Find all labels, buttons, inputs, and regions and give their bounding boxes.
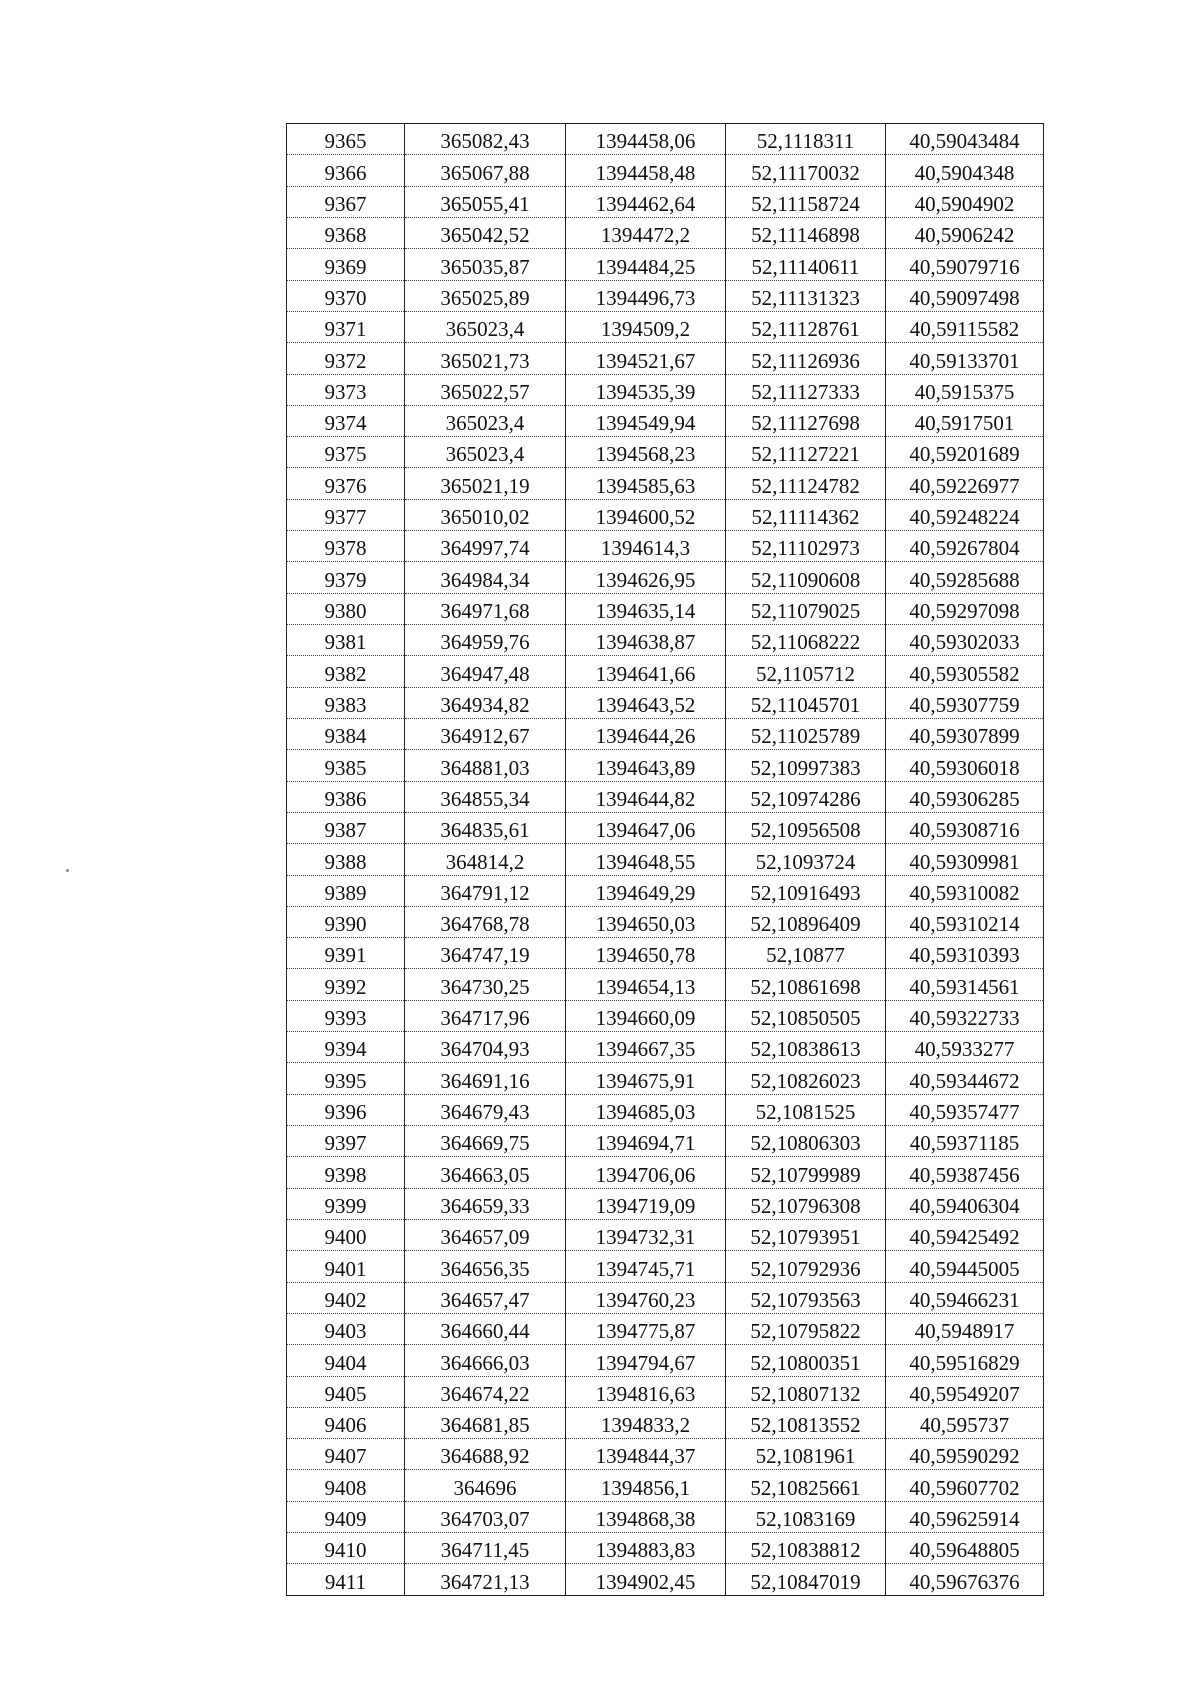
y-coordinate-cell: 1394509,2 <box>566 311 726 342</box>
x-coordinate-cell: 365010,02 <box>405 499 566 530</box>
longitude-cell: 40,59043484 <box>886 124 1044 155</box>
longitude-cell: 40,59549207 <box>886 1376 1044 1407</box>
x-coordinate-cell: 364947,48 <box>405 656 566 687</box>
point-number-cell: 9367 <box>287 186 405 217</box>
latitude-cell: 52,10916493 <box>726 875 886 906</box>
x-coordinate-cell: 364768,78 <box>405 906 566 937</box>
point-number-cell: 9408 <box>287 1470 405 1501</box>
point-number-cell: 9387 <box>287 812 405 843</box>
latitude-cell: 52,11090608 <box>726 562 886 593</box>
x-coordinate-cell: 364717,96 <box>405 1000 566 1031</box>
longitude-cell: 40,59267804 <box>886 531 1044 562</box>
latitude-cell: 52,1081525 <box>726 1094 886 1125</box>
latitude-cell: 52,10796308 <box>726 1188 886 1219</box>
y-coordinate-cell: 1394472,2 <box>566 217 726 248</box>
longitude-cell: 40,59516829 <box>886 1345 1044 1376</box>
point-number-cell: 9365 <box>287 124 405 155</box>
y-coordinate-cell: 1394614,3 <box>566 531 726 562</box>
y-coordinate-cell: 1394667,35 <box>566 1032 726 1063</box>
y-coordinate-cell: 1394641,66 <box>566 656 726 687</box>
point-number-cell: 9377 <box>287 499 405 530</box>
latitude-cell: 52,10806303 <box>726 1126 886 1157</box>
y-coordinate-cell: 1394635,14 <box>566 593 726 624</box>
point-number-cell: 9405 <box>287 1376 405 1407</box>
latitude-cell: 52,1093724 <box>726 844 886 875</box>
y-coordinate-cell: 1394883,83 <box>566 1533 726 1564</box>
x-coordinate-cell: 364912,67 <box>405 718 566 749</box>
point-number-cell: 9369 <box>287 249 405 280</box>
longitude-cell: 40,59310214 <box>886 906 1044 937</box>
x-coordinate-cell: 365021,73 <box>405 343 566 374</box>
x-coordinate-cell: 365021,19 <box>405 468 566 499</box>
x-coordinate-cell: 364691,16 <box>405 1063 566 1094</box>
table-row <box>287 1376 1044 1407</box>
x-coordinate-cell: 365023,4 <box>405 405 566 436</box>
x-coordinate-cell: 364669,75 <box>405 1126 566 1157</box>
x-coordinate-cell: 365023,4 <box>405 437 566 468</box>
longitude-cell: 40,59387456 <box>886 1157 1044 1188</box>
y-coordinate-cell: 1394643,89 <box>566 750 726 781</box>
point-number-cell: 9388 <box>287 844 405 875</box>
table-row <box>287 562 1044 593</box>
point-number-cell: 9379 <box>287 562 405 593</box>
table-row <box>287 1407 1044 1438</box>
y-coordinate-cell: 1394585,63 <box>566 468 726 499</box>
y-coordinate-cell: 1394458,06 <box>566 124 726 155</box>
y-coordinate-cell: 1394458,48 <box>566 155 726 186</box>
table-row <box>287 938 1044 969</box>
x-coordinate-cell: 365067,88 <box>405 155 566 186</box>
longitude-cell: 40,5933277 <box>886 1032 1044 1063</box>
y-coordinate-cell: 1394694,71 <box>566 1126 726 1157</box>
y-coordinate-cell: 1394521,67 <box>566 343 726 374</box>
longitude-cell: 40,59308716 <box>886 812 1044 843</box>
table-row <box>287 1345 1044 1376</box>
longitude-cell: 40,59314561 <box>886 969 1044 1000</box>
latitude-cell: 52,11158724 <box>726 186 886 217</box>
x-coordinate-cell: 364721,13 <box>405 1564 566 1595</box>
longitude-cell: 40,59322733 <box>886 1000 1044 1031</box>
x-coordinate-cell: 364663,05 <box>405 1157 566 1188</box>
latitude-cell: 52,10792936 <box>726 1251 886 1282</box>
y-coordinate-cell: 1394644,26 <box>566 718 726 749</box>
y-coordinate-cell: 1394732,31 <box>566 1219 726 1250</box>
table-row <box>287 656 1044 687</box>
x-coordinate-cell: 364666,03 <box>405 1345 566 1376</box>
x-coordinate-cell: 364657,09 <box>405 1219 566 1250</box>
latitude-cell: 52,11127333 <box>726 374 886 405</box>
point-number-cell: 9390 <box>287 906 405 937</box>
y-coordinate-cell: 1394649,29 <box>566 875 726 906</box>
table-row <box>287 1282 1044 1313</box>
longitude-cell: 40,59248224 <box>886 499 1044 530</box>
table-row <box>287 531 1044 562</box>
y-coordinate-cell: 1394816,63 <box>566 1376 726 1407</box>
table-row <box>287 1533 1044 1564</box>
longitude-cell: 40,59357477 <box>886 1094 1044 1125</box>
x-coordinate-cell: 364674,22 <box>405 1376 566 1407</box>
x-coordinate-cell: 364855,34 <box>405 781 566 812</box>
x-coordinate-cell: 364997,74 <box>405 531 566 562</box>
y-coordinate-cell: 1394650,78 <box>566 938 726 969</box>
point-number-cell: 9392 <box>287 969 405 1000</box>
table-row <box>287 1439 1044 1470</box>
table-row <box>287 1188 1044 1219</box>
longitude-cell: 40,59466231 <box>886 1282 1044 1313</box>
point-number-cell: 9407 <box>287 1439 405 1470</box>
table-row <box>287 1094 1044 1125</box>
table-row <box>287 1157 1044 1188</box>
latitude-cell: 52,1105712 <box>726 656 886 687</box>
latitude-cell: 52,11140611 <box>726 249 886 280</box>
longitude-cell: 40,59607702 <box>886 1470 1044 1501</box>
table-row <box>287 593 1044 624</box>
point-number-cell: 9366 <box>287 155 405 186</box>
table-row <box>287 155 1044 186</box>
point-number-cell: 9368 <box>287 217 405 248</box>
latitude-cell: 52,10974286 <box>726 781 886 812</box>
table-row <box>287 1126 1044 1157</box>
y-coordinate-cell: 1394496,73 <box>566 280 726 311</box>
table-row <box>287 343 1044 374</box>
y-coordinate-cell: 1394600,52 <box>566 499 726 530</box>
y-coordinate-cell: 1394462,64 <box>566 186 726 217</box>
table-row <box>287 1251 1044 1282</box>
point-number-cell: 9393 <box>287 1000 405 1031</box>
table-row <box>287 1032 1044 1063</box>
x-coordinate-cell: 365055,41 <box>405 186 566 217</box>
table-row <box>287 186 1044 217</box>
y-coordinate-cell: 1394760,23 <box>566 1282 726 1313</box>
point-number-cell: 9389 <box>287 875 405 906</box>
x-coordinate-cell: 364971,68 <box>405 593 566 624</box>
table-row <box>287 969 1044 1000</box>
latitude-cell: 52,10896409 <box>726 906 886 937</box>
latitude-cell: 52,1083169 <box>726 1501 886 1532</box>
y-coordinate-cell: 1394549,94 <box>566 405 726 436</box>
table-row <box>287 499 1044 530</box>
longitude-cell: 40,59590292 <box>886 1439 1044 1470</box>
longitude-cell: 40,59344672 <box>886 1063 1044 1094</box>
x-coordinate-cell: 364704,93 <box>405 1032 566 1063</box>
y-coordinate-cell: 1394654,13 <box>566 969 726 1000</box>
x-coordinate-cell: 364730,25 <box>405 969 566 1000</box>
point-number-cell: 9399 <box>287 1188 405 1219</box>
x-coordinate-cell: 364791,12 <box>405 875 566 906</box>
longitude-cell: 40,59648805 <box>886 1533 1044 1564</box>
latitude-cell: 52,10877 <box>726 938 886 969</box>
x-coordinate-cell: 364659,33 <box>405 1188 566 1219</box>
x-coordinate-cell: 365025,89 <box>405 280 566 311</box>
y-coordinate-cell: 1394643,52 <box>566 687 726 718</box>
latitude-cell: 52,11079025 <box>726 593 886 624</box>
point-number-cell: 9382 <box>287 656 405 687</box>
table-row <box>287 468 1044 499</box>
longitude-cell: 40,59307899 <box>886 718 1044 749</box>
table-row <box>287 280 1044 311</box>
longitude-cell: 40,59676376 <box>886 1564 1044 1595</box>
latitude-cell: 52,11025789 <box>726 718 886 749</box>
x-coordinate-cell: 364703,07 <box>405 1501 566 1532</box>
x-coordinate-cell: 364984,34 <box>405 562 566 593</box>
longitude-cell: 40,595737 <box>886 1407 1044 1438</box>
latitude-cell: 52,10826023 <box>726 1063 886 1094</box>
longitude-cell: 40,59297098 <box>886 593 1044 624</box>
x-coordinate-cell: 365082,43 <box>405 124 566 155</box>
point-number-cell: 9376 <box>287 468 405 499</box>
y-coordinate-cell: 1394856,1 <box>566 1470 726 1501</box>
latitude-cell: 52,10956508 <box>726 812 886 843</box>
latitude-cell: 52,11131323 <box>726 280 886 311</box>
latitude-cell: 52,10847019 <box>726 1564 886 1595</box>
longitude-cell: 40,59306018 <box>886 750 1044 781</box>
longitude-cell: 40,59115582 <box>886 311 1044 342</box>
longitude-cell: 40,59201689 <box>886 437 1044 468</box>
latitude-cell: 52,11127221 <box>726 437 886 468</box>
point-number-cell: 9402 <box>287 1282 405 1313</box>
y-coordinate-cell: 1394644,82 <box>566 781 726 812</box>
table-row <box>287 1470 1044 1501</box>
x-coordinate-cell: 364656,35 <box>405 1251 566 1282</box>
y-coordinate-cell: 1394706,06 <box>566 1157 726 1188</box>
point-number-cell: 9410 <box>287 1533 405 1564</box>
latitude-cell: 52,11126936 <box>726 343 886 374</box>
point-number-cell: 9395 <box>287 1063 405 1094</box>
latitude-cell: 52,10838613 <box>726 1032 886 1063</box>
point-number-cell: 9398 <box>287 1157 405 1188</box>
point-number-cell: 9371 <box>287 311 405 342</box>
longitude-cell: 40,5904348 <box>886 155 1044 186</box>
y-coordinate-cell: 1394484,25 <box>566 249 726 280</box>
latitude-cell: 52,10807132 <box>726 1376 886 1407</box>
y-coordinate-cell: 1394902,45 <box>566 1564 726 1595</box>
table-row <box>287 311 1044 342</box>
coordinates-table-body <box>287 124 1044 1596</box>
longitude-cell: 40,59226977 <box>886 468 1044 499</box>
y-coordinate-cell: 1394647,06 <box>566 812 726 843</box>
latitude-cell: 52,10838812 <box>726 1533 886 1564</box>
point-number-cell: 9375 <box>287 437 405 468</box>
x-coordinate-cell: 365022,57 <box>405 374 566 405</box>
longitude-cell: 40,5917501 <box>886 405 1044 436</box>
table-row <box>287 812 1044 843</box>
table-row <box>287 687 1044 718</box>
latitude-cell: 52,10793563 <box>726 1282 886 1313</box>
y-coordinate-cell: 1394685,03 <box>566 1094 726 1125</box>
point-number-cell: 9385 <box>287 750 405 781</box>
latitude-cell: 52,11146898 <box>726 217 886 248</box>
point-number-cell: 9401 <box>287 1251 405 1282</box>
y-coordinate-cell: 1394626,95 <box>566 562 726 593</box>
table-row <box>287 1000 1044 1031</box>
latitude-cell: 52,10997383 <box>726 750 886 781</box>
table-row <box>287 124 1044 155</box>
table-row <box>287 1219 1044 1250</box>
point-number-cell: 9384 <box>287 718 405 749</box>
latitude-cell: 52,11170032 <box>726 155 886 186</box>
x-coordinate-cell: 364934,82 <box>405 687 566 718</box>
table-row <box>287 374 1044 405</box>
latitude-cell: 52,1081961 <box>726 1439 886 1470</box>
y-coordinate-cell: 1394648,55 <box>566 844 726 875</box>
coordinates-table <box>286 123 1044 1596</box>
table-row <box>287 875 1044 906</box>
table-row <box>287 750 1044 781</box>
table-row <box>287 249 1044 280</box>
x-coordinate-cell: 364711,45 <box>405 1533 566 1564</box>
y-coordinate-cell: 1394775,87 <box>566 1313 726 1344</box>
y-coordinate-cell: 1394638,87 <box>566 625 726 656</box>
longitude-cell: 40,59445005 <box>886 1251 1044 1282</box>
longitude-cell: 40,59079716 <box>886 249 1044 280</box>
x-coordinate-cell: 365023,4 <box>405 311 566 342</box>
point-number-cell: 9391 <box>287 938 405 969</box>
point-number-cell: 9370 <box>287 280 405 311</box>
x-coordinate-cell: 364679,43 <box>405 1094 566 1125</box>
table-row <box>287 1564 1044 1595</box>
latitude-cell: 52,10850505 <box>726 1000 886 1031</box>
table-row <box>287 1501 1044 1532</box>
table-row <box>287 1313 1044 1344</box>
point-number-cell: 9394 <box>287 1032 405 1063</box>
latitude-cell: 52,1118311 <box>726 124 886 155</box>
latitude-cell: 52,10793951 <box>726 1219 886 1250</box>
table-row <box>287 625 1044 656</box>
point-number-cell: 9409 <box>287 1501 405 1532</box>
latitude-cell: 52,11124782 <box>726 468 886 499</box>
x-coordinate-cell: 364814,2 <box>405 844 566 875</box>
point-number-cell: 9372 <box>287 343 405 374</box>
longitude-cell: 40,59309981 <box>886 844 1044 875</box>
point-number-cell: 9374 <box>287 405 405 436</box>
table-row <box>287 844 1044 875</box>
x-coordinate-cell: 365035,87 <box>405 249 566 280</box>
latitude-cell: 52,11102973 <box>726 531 886 562</box>
table-row <box>287 437 1044 468</box>
x-coordinate-cell: 364696 <box>405 1470 566 1501</box>
scan-speck <box>66 869 69 872</box>
y-coordinate-cell: 1394745,71 <box>566 1251 726 1282</box>
latitude-cell: 52,11128761 <box>726 311 886 342</box>
longitude-cell: 40,59285688 <box>886 562 1044 593</box>
table-row <box>287 906 1044 937</box>
point-number-cell: 9386 <box>287 781 405 812</box>
x-coordinate-cell: 364747,19 <box>405 938 566 969</box>
x-coordinate-cell: 364657,47 <box>405 1282 566 1313</box>
point-number-cell: 9403 <box>287 1313 405 1344</box>
longitude-cell: 40,5906242 <box>886 217 1044 248</box>
table-row <box>287 405 1044 436</box>
latitude-cell: 52,10799989 <box>726 1157 886 1188</box>
longitude-cell: 40,59302033 <box>886 625 1044 656</box>
point-number-cell: 9396 <box>287 1094 405 1125</box>
y-coordinate-cell: 1394833,2 <box>566 1407 726 1438</box>
point-number-cell: 9383 <box>287 687 405 718</box>
x-coordinate-cell: 365042,52 <box>405 217 566 248</box>
longitude-cell: 40,59310393 <box>886 938 1044 969</box>
point-number-cell: 9380 <box>287 593 405 624</box>
latitude-cell: 52,10795822 <box>726 1313 886 1344</box>
longitude-cell: 40,59425492 <box>886 1219 1044 1250</box>
y-coordinate-cell: 1394868,38 <box>566 1501 726 1532</box>
point-number-cell: 9373 <box>287 374 405 405</box>
latitude-cell: 52,10813552 <box>726 1407 886 1438</box>
y-coordinate-cell: 1394844,37 <box>566 1439 726 1470</box>
x-coordinate-cell: 364835,61 <box>405 812 566 843</box>
longitude-cell: 40,59625914 <box>886 1501 1044 1532</box>
point-number-cell: 9397 <box>287 1126 405 1157</box>
table-row <box>287 781 1044 812</box>
point-number-cell: 9406 <box>287 1407 405 1438</box>
point-number-cell: 9411 <box>287 1564 405 1595</box>
longitude-cell: 40,59310082 <box>886 875 1044 906</box>
table-row <box>287 718 1044 749</box>
point-number-cell: 9400 <box>287 1219 405 1250</box>
longitude-cell: 40,59307759 <box>886 687 1044 718</box>
y-coordinate-cell: 1394719,09 <box>566 1188 726 1219</box>
x-coordinate-cell: 364660,44 <box>405 1313 566 1344</box>
x-coordinate-cell: 364688,92 <box>405 1439 566 1470</box>
y-coordinate-cell: 1394535,39 <box>566 374 726 405</box>
latitude-cell: 52,10800351 <box>726 1345 886 1376</box>
table-row <box>287 217 1044 248</box>
longitude-cell: 40,5904902 <box>886 186 1044 217</box>
y-coordinate-cell: 1394794,67 <box>566 1345 726 1376</box>
y-coordinate-cell: 1394568,23 <box>566 437 726 468</box>
latitude-cell: 52,11068222 <box>726 625 886 656</box>
latitude-cell: 52,11114362 <box>726 499 886 530</box>
point-number-cell: 9381 <box>287 625 405 656</box>
longitude-cell: 40,59371185 <box>886 1126 1044 1157</box>
latitude-cell: 52,10825661 <box>726 1470 886 1501</box>
x-coordinate-cell: 364681,85 <box>405 1407 566 1438</box>
y-coordinate-cell: 1394650,03 <box>566 906 726 937</box>
point-number-cell: 9378 <box>287 531 405 562</box>
longitude-cell: 40,59406304 <box>886 1188 1044 1219</box>
longitude-cell: 40,5948917 <box>886 1313 1044 1344</box>
latitude-cell: 52,11045701 <box>726 687 886 718</box>
table-row <box>287 1063 1044 1094</box>
longitude-cell: 40,5915375 <box>886 374 1044 405</box>
longitude-cell: 40,59306285 <box>886 781 1044 812</box>
latitude-cell: 52,11127698 <box>726 405 886 436</box>
latitude-cell: 52,10861698 <box>726 969 886 1000</box>
longitude-cell: 40,59305582 <box>886 656 1044 687</box>
x-coordinate-cell: 364959,76 <box>405 625 566 656</box>
y-coordinate-cell: 1394675,91 <box>566 1063 726 1094</box>
longitude-cell: 40,59097498 <box>886 280 1044 311</box>
longitude-cell: 40,59133701 <box>886 343 1044 374</box>
y-coordinate-cell: 1394660,09 <box>566 1000 726 1031</box>
x-coordinate-cell: 364881,03 <box>405 750 566 781</box>
point-number-cell: 9404 <box>287 1345 405 1376</box>
